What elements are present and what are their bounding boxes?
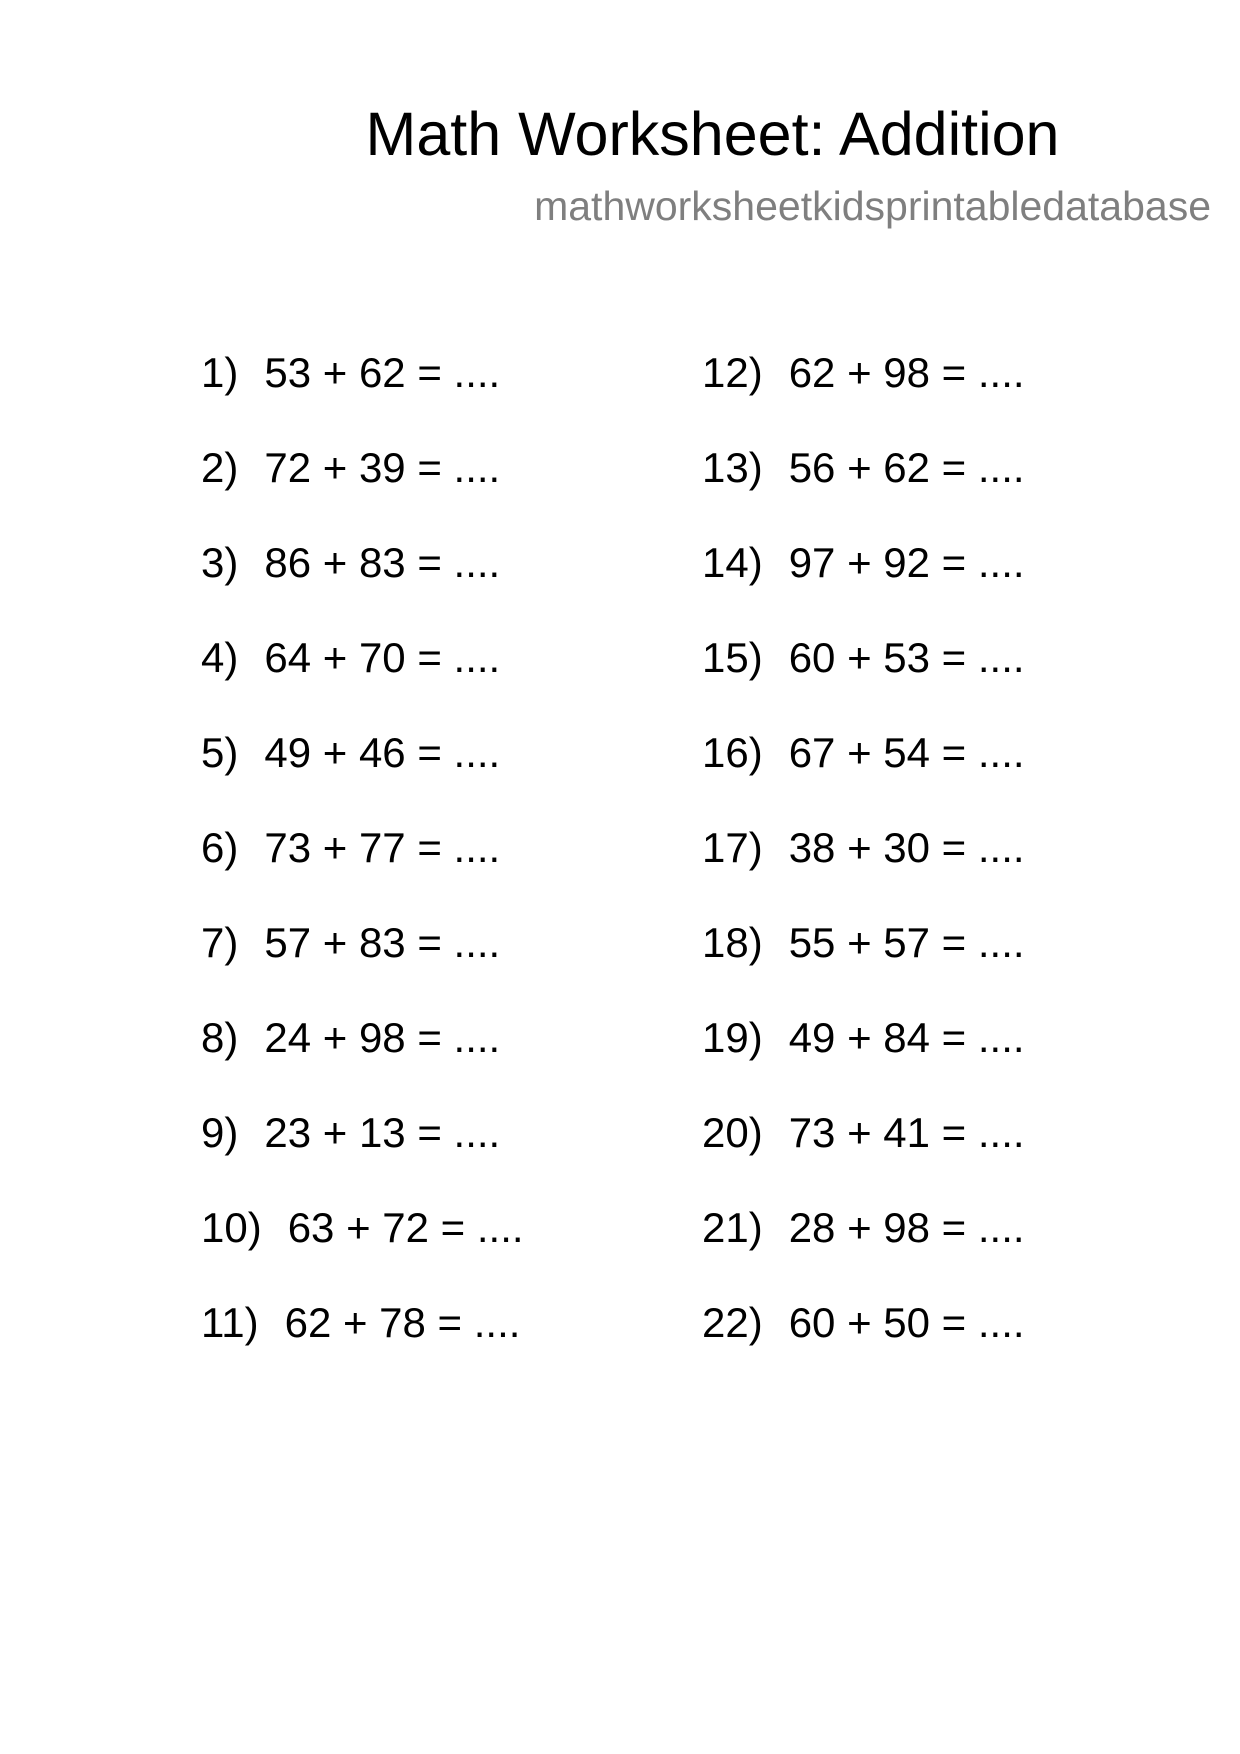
problem-number: 16) bbox=[702, 729, 763, 776]
problem-item bbox=[702, 443, 1025, 538]
problem-item bbox=[702, 918, 1025, 1013]
problem-number: 22) bbox=[702, 1299, 763, 1346]
problem-item bbox=[201, 348, 524, 443]
problem-expression: 64 + 70 = .... bbox=[264, 634, 501, 681]
problem-item bbox=[702, 1108, 1025, 1203]
problem-item bbox=[702, 348, 1025, 443]
problem-column-left bbox=[201, 348, 524, 1393]
problem-number: 10) bbox=[201, 1204, 262, 1251]
problem-item bbox=[702, 1298, 1025, 1393]
problem-item bbox=[702, 823, 1025, 918]
problem-number: 18) bbox=[702, 919, 763, 966]
problem-expression: 97 + 92 = .... bbox=[788, 539, 1025, 586]
problem-expression: 53 + 62 = .... bbox=[264, 349, 501, 396]
problem-expression: 73 + 77 = .... bbox=[264, 824, 501, 871]
problem-number: 6) bbox=[201, 824, 239, 871]
problem-expression: 73 + 41 = .... bbox=[788, 1109, 1025, 1156]
problem-expression: 63 + 72 = .... bbox=[287, 1204, 524, 1251]
problem-expression: 86 + 83 = .... bbox=[264, 539, 501, 586]
problem-number: 20) bbox=[702, 1109, 763, 1156]
worksheet-title: Math Worksheet: Addition bbox=[365, 100, 1060, 168]
problem-item bbox=[702, 728, 1025, 823]
problem-number: 12) bbox=[702, 349, 763, 396]
problem-expression: 72 + 39 = .... bbox=[264, 444, 501, 491]
problem-number: 21) bbox=[702, 1204, 763, 1251]
problem-expression: 49 + 46 = .... bbox=[264, 729, 501, 776]
problem-number: 8) bbox=[201, 1014, 239, 1061]
problem-item bbox=[702, 1203, 1025, 1298]
problem-number: 14) bbox=[702, 539, 763, 586]
problem-expression: 23 + 13 = .... bbox=[264, 1109, 501, 1156]
problem-item bbox=[201, 1203, 524, 1298]
problem-item bbox=[201, 1298, 524, 1393]
problem-number: 19) bbox=[702, 1014, 763, 1061]
problem-expression: 56 + 62 = .... bbox=[788, 444, 1025, 491]
problem-item bbox=[201, 538, 524, 633]
problem-item bbox=[201, 728, 524, 823]
worksheet-subtitle: mathworksheetkidsprintabledatabase bbox=[534, 183, 1211, 229]
problem-item bbox=[201, 918, 524, 1013]
problem-number: 7) bbox=[201, 919, 239, 966]
problem-number: 3) bbox=[201, 539, 239, 586]
problem-item bbox=[201, 443, 524, 538]
problem-expression: 49 + 84 = .... bbox=[788, 1014, 1025, 1061]
problem-number: 9) bbox=[201, 1109, 239, 1156]
problem-expression: 62 + 78 = .... bbox=[284, 1299, 521, 1346]
problem-expression: 38 + 30 = .... bbox=[788, 824, 1025, 871]
problem-expression: 60 + 50 = .... bbox=[788, 1299, 1025, 1346]
problem-item bbox=[702, 1013, 1025, 1108]
problem-expression: 57 + 83 = .... bbox=[264, 919, 501, 966]
problem-number: 17) bbox=[702, 824, 763, 871]
problem-expression: 60 + 53 = .... bbox=[788, 634, 1025, 681]
problem-item bbox=[702, 538, 1025, 633]
problem-item bbox=[201, 1013, 524, 1108]
problem-column-right bbox=[702, 348, 1025, 1393]
problem-number: 13) bbox=[702, 444, 763, 491]
problem-expression: 24 + 98 = .... bbox=[264, 1014, 501, 1061]
problem-item bbox=[201, 823, 524, 918]
problem-number: 11) bbox=[201, 1299, 259, 1346]
problem-expression: 55 + 57 = .... bbox=[788, 919, 1025, 966]
problem-number: 2) bbox=[201, 444, 239, 491]
problem-item bbox=[702, 633, 1025, 728]
problem-item bbox=[201, 633, 524, 728]
problem-expression: 62 + 98 = .... bbox=[788, 349, 1025, 396]
problem-number: 5) bbox=[201, 729, 239, 776]
problem-number: 4) bbox=[201, 634, 239, 681]
problem-expression: 28 + 98 = .... bbox=[788, 1204, 1025, 1251]
problem-item bbox=[201, 1108, 524, 1203]
problem-number: 1) bbox=[201, 349, 239, 396]
problem-expression: 67 + 54 = .... bbox=[788, 729, 1025, 776]
problem-number: 15) bbox=[702, 634, 763, 681]
